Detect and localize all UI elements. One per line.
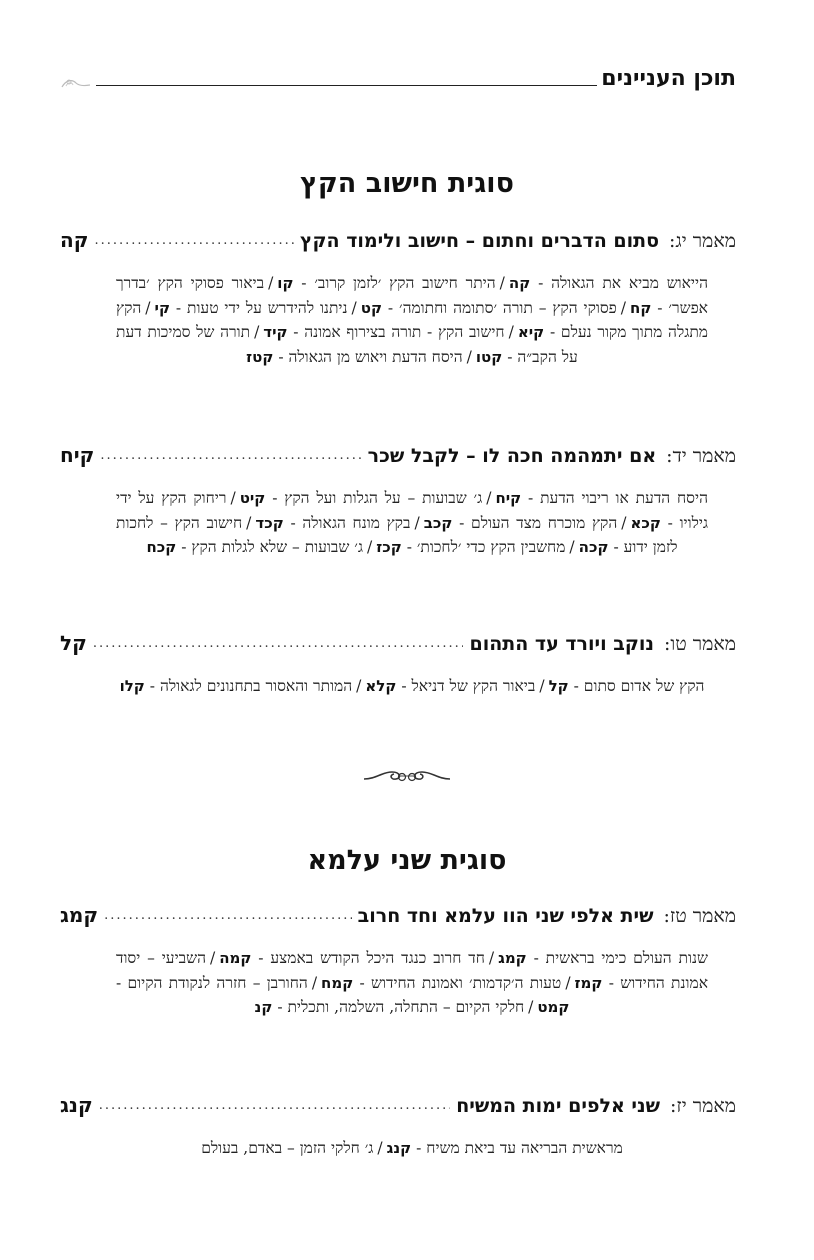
subtopic-item: היסח הדעת ויאוש מן הגאולה - קטז [246, 347, 463, 366]
entry-label: מאמר טו: [663, 633, 736, 655]
subtopic-item: מחשבין הקץ כדי ׳לחכות׳ - קכז [376, 538, 566, 556]
entry-page-number: קל [60, 631, 87, 655]
section-title: סוגית חישוב הקץ [300, 168, 514, 199]
subtopic-item: היתר חישוב הקץ ׳לזמן קרוב׳ - קו [277, 274, 496, 292]
entry-title: אם יתמהמה חכה לו – לקבל שכר [367, 445, 657, 467]
subtopic-item: חד חרוב כנגד היכל הקודש באמצע - קמה [219, 949, 485, 967]
entry-label: מאמר יז: [670, 1095, 736, 1117]
dot-leader [93, 634, 464, 654]
subtopic-item: החורבן – חזרה לנקודת הקיום - קמט [116, 973, 570, 1016]
header-rule [96, 85, 597, 86]
dot-leader [99, 1096, 450, 1116]
subtopic-item: ג׳ שבועות – שלא לגלות הקץ - קכח [146, 538, 363, 556]
toc-entry[interactable] [60, 440, 736, 470]
subtopic-item: השביעי – יסוד אמונת החידוש - קמז [116, 949, 709, 992]
dot-leader [94, 231, 294, 251]
subtopic-item: הייאוש מביא את הגאולה - קה [508, 274, 708, 292]
subtopic-item: הקץ מוכרח מצד העולם - קכב [423, 513, 618, 532]
subtopic-list: מראשית הבריאה עד ביאת משיח - קנג/ג׳ חלקי הזמן – באדם, בעולם [201, 1139, 623, 1157]
toc-entry[interactable] [60, 900, 736, 930]
flourish-divider-icon [362, 764, 452, 786]
entry-title: שית אלפי שני הוו עלמא וחד חרוב [357, 905, 654, 927]
subtopic-item: הקץ מתגלה מתוך מקור נעלם - קיא [116, 298, 708, 341]
subtopic-item: היסח הדעת או ריבוי הדעת - קיח [495, 489, 708, 507]
subtopic-item: מראשית הבריאה עד ביאת משיח - קנג [386, 1139, 623, 1157]
subtopic-item: שנות העולם כימי בראשית - קמג [498, 949, 708, 967]
subtopic-item: ג׳ שבועות – על הגלות ועל הקץ - קיט [239, 489, 483, 507]
subtopic-item: חישוב הקץ - תורה בצירוף אמונה - קיד [263, 323, 505, 341]
subtopic-item: ג׳ חלקי הזמן – באדם, בעולם [201, 1139, 374, 1157]
subtopic-item: בקץ מונח הגאולה - קכד [255, 513, 411, 532]
subtopic-list: שנות העולם כימי בראשית - קמג/חד חרוב כנגד היכל הקודש באמצע - קמה/השביעי – יסוד אמונת החידוש - קמז/טעות ה׳קדמות׳ ואמונת החידוש - קמח/החורבן – חזרה לנקודת הקיום - קמט/חלקי הקיום – התחלה, השלמה, ותכלית - קנ [116, 949, 709, 1016]
entry-label: מאמר יד: [666, 445, 736, 467]
subtopic-item: ביאור פסוקי הקץ ׳בדרך אפשר׳ - קח [116, 274, 708, 317]
entry-page-number: קמג [60, 903, 99, 927]
subtopic-item: טעות ה׳קדמות׳ ואמונת החידוש - קמח [321, 973, 562, 992]
entry-title: שני אלפים ימות המשיח [456, 1095, 661, 1117]
dot-leader [104, 906, 352, 926]
entry-title: סתום הדברים וחתום – חישוב ולימוד הקץ [299, 230, 660, 252]
entry-label: מאמר טז: [663, 905, 736, 927]
toc-entry[interactable] [60, 628, 736, 658]
subtopic-list: הייאוש מביא את הגאולה - קה/היתר חישוב הקץ ׳לזמן קרוב׳ - קו/ביאור פסוקי הקץ ׳בדרך אפשר׳ - קח/פסוקי הקץ – תורה ׳סתומה וחתומה׳ - קט/ניתנו להידרש על ידי טעות - קי/הקץ מתגלה מתוך מקור נעלם - קיא/חישוב הקץ - תורה בצירוף אמונה - קיד/תורה של סמיכות דעת על הקב״ה - קטו/היסח הדעת ויאוש מן הגאולה - קטז [116, 274, 708, 366]
subtopic-item: ריחוק הקץ על ידי גילויו - קכא [116, 489, 708, 532]
toc-entry[interactable] [60, 225, 736, 255]
entry-title: נוקב ויורד עד התהום [469, 633, 654, 655]
subtopic-item: ביאור הקץ של דניאל - קלא [365, 677, 536, 695]
subtopic-item: תורה של סמיכות דעת על הקב״ה - קטו [116, 323, 578, 366]
entry-label: מאמר יג: [669, 230, 736, 252]
running-header-title: תוכן העניינים [601, 66, 736, 91]
entry-page-number: קנג [60, 1093, 93, 1117]
corner-ornament-icon [60, 76, 94, 90]
subtopic-item: ניתנו להידרש על ידי טעות - קי [154, 298, 348, 317]
subtopic-item: חלקי הקיום – התחלה, השלמה, ותכלית - קנ [254, 998, 525, 1016]
running-header [60, 58, 736, 92]
subtopic-list: היסח הדעת או ריבוי הדעת - קיח/ג׳ שבועות – על הגלות ועל הקץ - קיט/ריחוק הקץ על ידי גילויו - קכא/הקץ מוכרח מצד העולם - קכב/בקץ מונח הגאולה - קכד/חישוב הקץ – לחכות לזמן ידוע - קכה/מחשבין הקץ כדי ׳לחכות׳ - קכז/ג׳ שבועות – שלא לגלות הקץ - קכח [116, 489, 708, 556]
section-title: סוגית שני עלמא [307, 845, 507, 876]
toc-entry[interactable] [60, 1090, 736, 1120]
dot-leader [100, 446, 361, 466]
subtopic-item: פסוקי הקץ – תורה ׳סתומה וחתומה׳ - קט [360, 298, 617, 317]
subtopic-item: המותר והאסור בתחנונים לגאולה - קלו [119, 677, 353, 695]
subtopic-item: הקץ של אדום סתום - קל [548, 677, 705, 695]
subtopic-item: חישוב הקץ – לחכות לזמן ידוע - קכה [116, 513, 678, 556]
entry-page-number: קיח [60, 443, 95, 467]
subtopic-list: הקץ של אדום סתום - קל/ביאור הקץ של דניאל - קלא/המותר והאסור בתחנונים לגאולה - קלו [119, 677, 705, 695]
entry-page-number: קה [60, 228, 89, 252]
